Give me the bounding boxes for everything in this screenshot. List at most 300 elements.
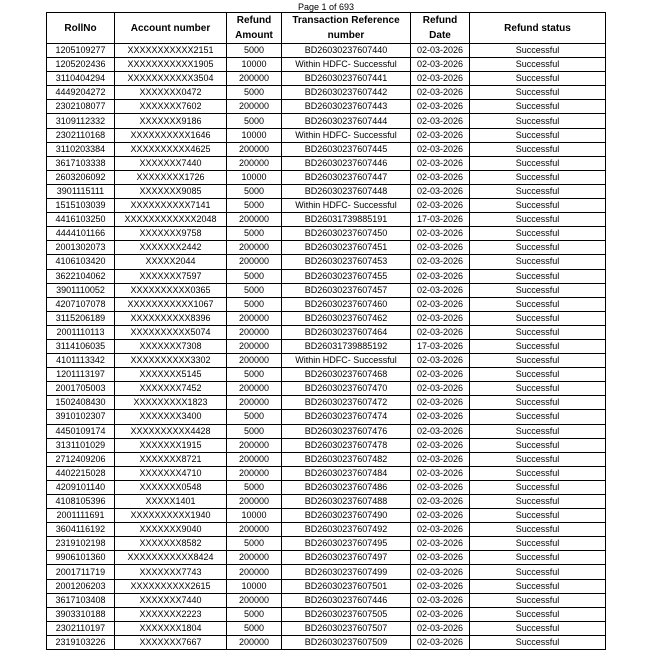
transaction-reference-cell: Within HDFC- Successful (282, 128, 411, 142)
transaction-reference-cell: BD26030237607472 (282, 396, 411, 410)
table-row (47, 241, 606, 255)
refund-date-cell: 02-03-2026 (411, 184, 470, 198)
transaction-reference-cell: BD26030237607507 (282, 621, 411, 635)
refund-amount-cell: 10000 (227, 58, 282, 72)
refund-status-cell: Successful (470, 325, 606, 339)
transaction-reference-cell: Within HDFC- Successful (282, 199, 411, 213)
transaction-reference-cell: BD26030237607484 (282, 466, 411, 480)
refund-status-cell: Successful (470, 593, 606, 607)
roll-no-cell: 3604116192 (47, 523, 115, 537)
account-number-cell: XXXXXXXXXXX1905 (115, 58, 227, 72)
table-row (47, 438, 606, 452)
table-row (47, 396, 606, 410)
table-row (47, 621, 606, 635)
roll-no-cell: 4444101166 (47, 227, 115, 241)
table-row (47, 311, 606, 325)
account-number-cell: XXXXXXX8721 (115, 452, 227, 466)
refund-amount-cell: 10000 (227, 170, 282, 184)
account-number-cell: XXXXXXXXXX4625 (115, 142, 227, 156)
refund-date-cell: 02-03-2026 (411, 438, 470, 452)
transaction-reference-cell: BD26030237607468 (282, 368, 411, 382)
refund-date-cell: 02-03-2026 (411, 142, 470, 156)
column-header-account-number: Account number (115, 13, 227, 44)
refund-amount-cell: 5000 (227, 227, 282, 241)
roll-no-cell: 4207107078 (47, 297, 115, 311)
table-row (47, 114, 606, 128)
refund-status-cell: Successful (470, 44, 606, 58)
account-number-cell: XXXXXXX0472 (115, 86, 227, 100)
transaction-reference-cell: BD26030237607445 (282, 142, 411, 156)
column-header-refund-date-line2: Date (429, 30, 451, 41)
refund-amount-cell: 200000 (227, 593, 282, 607)
refund-date-cell: 17-03-2026 (411, 213, 470, 227)
roll-no-cell: 3131101029 (47, 438, 115, 452)
table-row (47, 255, 606, 269)
transaction-reference-cell: BD26030237607443 (282, 100, 411, 114)
account-number-cell: XXXXXXX7308 (115, 339, 227, 353)
refund-status-cell: Successful (470, 452, 606, 466)
roll-no-cell: 2319102198 (47, 537, 115, 551)
refund-date-cell: 02-03-2026 (411, 311, 470, 325)
refund-amount-cell: 200000 (227, 565, 282, 579)
refund-status-cell: Successful (470, 156, 606, 170)
column-header-refund-date (411, 13, 470, 44)
account-number-cell: XXXXXXX7440 (115, 156, 227, 170)
refund-date-cell: 02-03-2026 (411, 86, 470, 100)
refund-amount-cell: 5000 (227, 283, 282, 297)
table-row (47, 509, 606, 523)
account-number-cell: XXXXXXXXXX8396 (115, 311, 227, 325)
refund-date-cell: 02-03-2026 (411, 410, 470, 424)
transaction-reference-cell: BD26030237607450 (282, 227, 411, 241)
refund-status-cell: Successful (470, 621, 606, 635)
refund-amount-cell: 200000 (227, 142, 282, 156)
transaction-reference-cell: BD26030237607462 (282, 311, 411, 325)
transaction-reference-cell: BD26030237607486 (282, 480, 411, 494)
refund-date-cell: 02-03-2026 (411, 579, 470, 593)
table-row (47, 156, 606, 170)
refund-amount-cell: 5000 (227, 114, 282, 128)
column-header-rollno: RollNo (47, 13, 115, 44)
account-number-cell: XXXXXXX7452 (115, 382, 227, 396)
refund-date-cell: 02-03-2026 (411, 537, 470, 551)
table-row (47, 283, 606, 297)
account-number-cell: XXXXXXX7743 (115, 565, 227, 579)
refund-status-cell: Successful (470, 86, 606, 100)
table-row (47, 339, 606, 353)
refund-date-cell: 02-03-2026 (411, 227, 470, 241)
refund-status-cell: Successful (470, 382, 606, 396)
table-row (47, 480, 606, 494)
table-row (47, 269, 606, 283)
roll-no-cell: 9906101360 (47, 551, 115, 565)
transaction-reference-cell: BD26030237607476 (282, 424, 411, 438)
refund-date-cell: 02-03-2026 (411, 635, 470, 649)
refund-status-cell: Successful (470, 424, 606, 438)
transaction-reference-cell: BD26030237607490 (282, 509, 411, 523)
table-row (47, 579, 606, 593)
refund-date-cell: 02-03-2026 (411, 607, 470, 621)
column-header-refund-date-line1: Refund (422, 15, 458, 26)
roll-no-cell: 4416103250 (47, 213, 115, 227)
refund-amount-cell: 5000 (227, 621, 282, 635)
table-row (47, 523, 606, 537)
roll-no-cell: 4449204272 (47, 86, 115, 100)
account-number-cell: XXXXXXXXXX1940 (115, 509, 227, 523)
refund-date-cell: 02-03-2026 (411, 297, 470, 311)
roll-no-cell: 2302110168 (47, 128, 115, 142)
column-header-refund-amount-line1: Refund (236, 15, 272, 26)
table-row (47, 354, 606, 368)
refund-amount-cell: 5000 (227, 480, 282, 494)
refund-date-cell: 02-03-2026 (411, 452, 470, 466)
account-number-cell: XXXXXXXX1726 (115, 170, 227, 184)
account-number-cell: XXXXX2044 (115, 255, 227, 269)
refund-amount-cell: 5000 (227, 297, 282, 311)
roll-no-cell: 4101113342 (47, 354, 115, 368)
roll-no-cell: 3109112332 (47, 114, 115, 128)
transaction-reference-cell: BD26030237607499 (282, 565, 411, 579)
refund-amount-cell: 200000 (227, 72, 282, 86)
transaction-reference-cell: BD26030237607457 (282, 283, 411, 297)
refund-date-cell: 02-03-2026 (411, 354, 470, 368)
table-row (47, 184, 606, 198)
roll-no-cell: 2001705003 (47, 382, 115, 396)
table-row (47, 227, 606, 241)
table-row (47, 607, 606, 621)
refund-amount-cell: 200000 (227, 100, 282, 114)
refund-date-cell: 02-03-2026 (411, 44, 470, 58)
table-row (47, 382, 606, 396)
table-row (47, 325, 606, 339)
refund-status-cell: Successful (470, 565, 606, 579)
account-number-cell: XXXXXXX1915 (115, 438, 227, 452)
refund-date-cell: 02-03-2026 (411, 325, 470, 339)
table-row (47, 142, 606, 156)
roll-no-cell: 4209101140 (47, 480, 115, 494)
refund-amount-cell: 10000 (227, 509, 282, 523)
roll-no-cell: 3110203384 (47, 142, 115, 156)
column-header-refund-status: Refund status (470, 13, 606, 44)
refund-status-cell: Successful (470, 241, 606, 255)
account-number-cell: XXXXXXXXX1823 (115, 396, 227, 410)
refund-amount-cell: 200000 (227, 396, 282, 410)
table-row (47, 100, 606, 114)
roll-no-cell: 3903310188 (47, 607, 115, 621)
refund-date-cell: 02-03-2026 (411, 565, 470, 579)
refund-status-cell: Successful (470, 227, 606, 241)
table-row (47, 424, 606, 438)
refund-amount-cell: 200000 (227, 523, 282, 537)
refund-status-cell: Successful (470, 495, 606, 509)
account-number-cell: XXXXXXX2442 (115, 241, 227, 255)
refund-status-cell: Successful (470, 537, 606, 551)
refund-amount-cell: 5000 (227, 424, 282, 438)
transaction-reference-cell: BD26030237607440 (282, 44, 411, 58)
roll-no-cell: 4106103420 (47, 255, 115, 269)
table-row (47, 635, 606, 649)
refund-date-cell: 02-03-2026 (411, 241, 470, 255)
account-number-cell: XXXXXXX1804 (115, 621, 227, 635)
transaction-reference-cell: BD26030237607451 (282, 241, 411, 255)
refund-date-cell: 02-03-2026 (411, 396, 470, 410)
account-number-cell: XXXXXXXXXXX1067 (115, 297, 227, 311)
refund-status-cell: Successful (470, 635, 606, 649)
roll-no-cell: 2302110197 (47, 621, 115, 635)
table-row (47, 593, 606, 607)
transaction-reference-cell: BD26030237607447 (282, 170, 411, 184)
transaction-reference-cell: BD26030237607501 (282, 579, 411, 593)
table-header (47, 13, 606, 44)
refund-status-cell: Successful (470, 114, 606, 128)
roll-no-cell: 2001711719 (47, 565, 115, 579)
account-number-cell: XXXXXXX9040 (115, 523, 227, 537)
refund-status-cell: Successful (470, 199, 606, 213)
refund-status-cell: Successful (470, 466, 606, 480)
refund-date-cell: 02-03-2026 (411, 128, 470, 142)
account-number-cell: XXXXXXXXXXX8424 (115, 551, 227, 565)
refund-amount-cell: 5000 (227, 184, 282, 198)
table-row (47, 537, 606, 551)
roll-no-cell: 2001206203 (47, 579, 115, 593)
refund-status-cell: Successful (470, 410, 606, 424)
roll-no-cell: 3622104062 (47, 269, 115, 283)
transaction-reference-cell: BD26030237607474 (282, 410, 411, 424)
refund-amount-cell: 5000 (227, 537, 282, 551)
account-number-cell: XXXXXXXXXX7141 (115, 199, 227, 213)
roll-no-cell: 4450109174 (47, 424, 115, 438)
roll-no-cell: 1205202436 (47, 58, 115, 72)
refund-status-cell: Successful (470, 523, 606, 537)
account-number-cell: XXXXX1401 (115, 495, 227, 509)
refund-date-cell: 02-03-2026 (411, 255, 470, 269)
roll-no-cell: 1515103039 (47, 199, 115, 213)
refund-amount-cell: 200000 (227, 452, 282, 466)
account-number-cell: XXXXXXXXXX5074 (115, 325, 227, 339)
refund-status-cell: Successful (470, 283, 606, 297)
refund-date-cell: 02-03-2026 (411, 58, 470, 72)
roll-no-cell: 2319103226 (47, 635, 115, 649)
table-row (47, 495, 606, 509)
refund-date-cell: 02-03-2026 (411, 199, 470, 213)
table-row (47, 86, 606, 100)
transaction-reference-cell: BD26030237607444 (282, 114, 411, 128)
account-number-cell: XXXXXXX7602 (115, 100, 227, 114)
table-row (47, 551, 606, 565)
refund-amount-cell: 5000 (227, 607, 282, 621)
refund-amount-cell: 5000 (227, 269, 282, 283)
table-row (47, 72, 606, 86)
refund-amount-cell: 200000 (227, 339, 282, 353)
roll-no-cell: 1205109277 (47, 44, 115, 58)
roll-no-cell: 3617103338 (47, 156, 115, 170)
refund-status-cell: Successful (470, 480, 606, 494)
refund-amount-cell: 5000 (227, 86, 282, 100)
transaction-reference-cell: BD26030237607495 (282, 537, 411, 551)
refund-amount-cell: 200000 (227, 551, 282, 565)
account-number-cell: XXXXXXX3400 (115, 410, 227, 424)
refund-date-cell: 02-03-2026 (411, 551, 470, 565)
page-indicator: Page 1 of 693 (297, 2, 355, 12)
refund-date-cell: 02-03-2026 (411, 114, 470, 128)
refund-amount-cell: 200000 (227, 495, 282, 509)
refund-date-cell: 02-03-2026 (411, 156, 470, 170)
roll-no-cell: 1201113197 (47, 368, 115, 382)
transaction-reference-cell: BD26030237607482 (282, 452, 411, 466)
refund-amount-cell: 200000 (227, 635, 282, 649)
refund-status-cell: Successful (470, 368, 606, 382)
refund-date-cell: 02-03-2026 (411, 466, 470, 480)
refund-amount-cell: 200000 (227, 354, 282, 368)
transaction-reference-cell: BD26030237607455 (282, 269, 411, 283)
table-row (47, 199, 606, 213)
account-number-cell: XXXXXXXXXX2615 (115, 579, 227, 593)
column-header-transaction-reference-line1: Transaction Reference (292, 15, 400, 26)
refund-status-cell: Successful (470, 607, 606, 621)
transaction-reference-cell: BD26030237607448 (282, 184, 411, 198)
refund-date-cell: 02-03-2026 (411, 424, 470, 438)
refund-amount-cell: 200000 (227, 311, 282, 325)
account-number-cell: XXXXXXX0548 (115, 480, 227, 494)
refund-amount-cell: 200000 (227, 241, 282, 255)
account-number-cell: XXXXXXXXXXXX2048 (115, 213, 227, 227)
account-number-cell: XXXXXXXXXX1646 (115, 128, 227, 142)
refund-amount-cell: 200000 (227, 466, 282, 480)
table-row (47, 368, 606, 382)
roll-no-cell: 3901115111 (47, 184, 115, 198)
roll-no-cell: 4402215028 (47, 466, 115, 480)
table-row (47, 565, 606, 579)
account-number-cell: XXXXXXXXXX3302 (115, 354, 227, 368)
refund-date-cell: 02-03-2026 (411, 523, 470, 537)
refund-date-cell: 02-03-2026 (411, 495, 470, 509)
refund-amount-cell: 5000 (227, 410, 282, 424)
refund-status-cell: Successful (470, 170, 606, 184)
roll-no-cell: 3114106035 (47, 339, 115, 353)
refund-status-cell: Successful (470, 100, 606, 114)
table-row (47, 452, 606, 466)
refund-amount-cell: 5000 (227, 199, 282, 213)
roll-no-cell: 3115206189 (47, 311, 115, 325)
roll-no-cell: 3901110052 (47, 283, 115, 297)
transaction-reference-cell: BD26030237607488 (282, 495, 411, 509)
roll-no-cell: 1502408430 (47, 396, 115, 410)
refund-amount-cell: 10000 (227, 579, 282, 593)
account-number-cell: XXXXXXX2223 (115, 607, 227, 621)
refund-date-cell: 02-03-2026 (411, 368, 470, 382)
refund-status-cell: Successful (470, 396, 606, 410)
roll-no-cell: 3910102307 (47, 410, 115, 424)
roll-no-cell: 3617103408 (47, 593, 115, 607)
account-number-cell: XXXXXXX9085 (115, 184, 227, 198)
refund-status-cell: Successful (470, 213, 606, 227)
account-number-cell: XXXXXXX8582 (115, 537, 227, 551)
refund-amount-cell: 200000 (227, 213, 282, 227)
roll-no-cell: 2302108077 (47, 100, 115, 114)
refund-status-cell: Successful (470, 184, 606, 198)
refund-status-cell: Successful (470, 438, 606, 452)
refund-date-cell: 02-03-2026 (411, 283, 470, 297)
refund-status-cell: Successful (470, 579, 606, 593)
refund-status-cell: Successful (470, 339, 606, 353)
transaction-reference-cell: Within HDFC- Successful (282, 58, 411, 72)
account-number-cell: XXXXXXXXXXX2151 (115, 44, 227, 58)
refunds-table (46, 12, 606, 650)
transaction-reference-cell: BD26030237607464 (282, 325, 411, 339)
transaction-reference-cell: BD26030237607497 (282, 551, 411, 565)
transaction-reference-cell: BD26030237607492 (282, 523, 411, 537)
refund-date-cell: 02-03-2026 (411, 100, 470, 114)
refund-amount-cell: 5000 (227, 44, 282, 58)
refund-amount-cell: 200000 (227, 382, 282, 396)
refund-status-cell: Successful (470, 58, 606, 72)
transaction-reference-cell: BD26030237607505 (282, 607, 411, 621)
refund-status-cell: Successful (470, 128, 606, 142)
refund-status-cell: Successful (470, 297, 606, 311)
roll-no-cell: 2001111691 (47, 509, 115, 523)
refund-status-cell: Successful (470, 311, 606, 325)
table-row (47, 170, 606, 184)
roll-no-cell: 4108105396 (47, 495, 115, 509)
account-number-cell: XXXXXXXXXX0365 (115, 283, 227, 297)
refund-date-cell: 02-03-2026 (411, 382, 470, 396)
table-body (47, 44, 606, 650)
refund-status-cell: Successful (470, 142, 606, 156)
column-header-refund-amount (227, 13, 282, 44)
refund-status-cell: Successful (470, 72, 606, 86)
account-number-cell: XXXXXXX7597 (115, 269, 227, 283)
roll-no-cell: 3110404294 (47, 72, 115, 86)
transaction-reference-cell: Within HDFC- Successful (282, 354, 411, 368)
table-row (47, 128, 606, 142)
refund-amount-cell: 200000 (227, 438, 282, 452)
refund-date-cell: 02-03-2026 (411, 480, 470, 494)
account-number-cell: XXXXXXX9758 (115, 227, 227, 241)
account-number-cell: XXXXXXX5145 (115, 368, 227, 382)
column-header-refund-amount-line2: Amount (235, 30, 273, 41)
column-header-transaction-reference-line2: number (327, 30, 365, 41)
refund-date-cell: 02-03-2026 (411, 593, 470, 607)
table-row (47, 466, 606, 480)
transaction-reference-cell: BD26030237607442 (282, 86, 411, 100)
account-number-cell: XXXXXXXXXXX3504 (115, 72, 227, 86)
refund-date-cell: 02-03-2026 (411, 72, 470, 86)
account-number-cell: XXXXXXX7440 (115, 593, 227, 607)
refund-amount-cell: 200000 (227, 156, 282, 170)
transaction-reference-cell: BD26031739885192 (282, 339, 411, 353)
account-number-cell: XXXXXXX4710 (115, 466, 227, 480)
table-row (47, 213, 606, 227)
column-header-transaction-reference (282, 13, 411, 44)
refund-status-cell: Successful (470, 255, 606, 269)
transaction-reference-cell: BD26031739885191 (282, 213, 411, 227)
table-row (47, 58, 606, 72)
account-number-cell: XXXXXXXXXX4428 (115, 424, 227, 438)
transaction-reference-cell: BD26030237607478 (282, 438, 411, 452)
table-row (47, 297, 606, 311)
refund-amount-cell: 5000 (227, 368, 282, 382)
transaction-reference-cell: BD26030237607509 (282, 635, 411, 649)
roll-no-cell: 2001110113 (47, 325, 115, 339)
refund-date-cell: 02-03-2026 (411, 621, 470, 635)
refund-amount-cell: 10000 (227, 128, 282, 142)
refund-amount-cell: 200000 (227, 255, 282, 269)
account-number-cell: XXXXXXX9186 (115, 114, 227, 128)
roll-no-cell: 2001302073 (47, 241, 115, 255)
roll-no-cell: 2712409206 (47, 452, 115, 466)
refund-date-cell: 17-03-2026 (411, 339, 470, 353)
refund-date-cell: 02-03-2026 (411, 509, 470, 523)
